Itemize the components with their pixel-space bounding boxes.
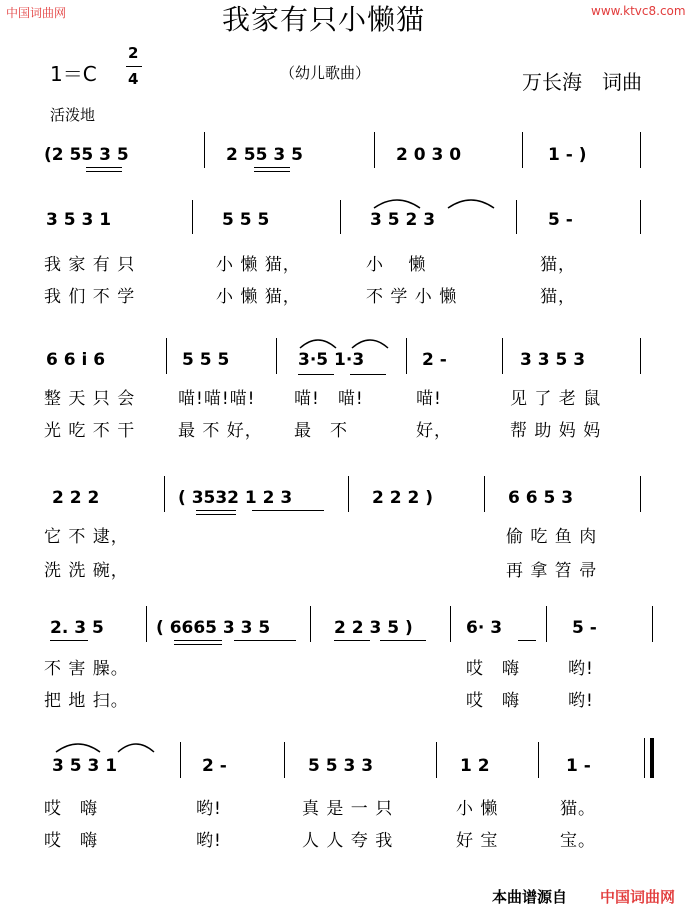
beam-line <box>254 167 290 168</box>
barline <box>310 606 311 642</box>
lyric-2-2-1: 我 们 不 学 <box>44 287 136 307</box>
measure-3-5: 3 3 5 3 <box>520 350 586 370</box>
lyric-2-6-1: 哎 嗨 <box>44 831 98 851</box>
measure-6-2: 2 - <box>202 756 227 776</box>
footer-source-label: 本曲谱源自 <box>492 888 568 906</box>
barline <box>284 742 285 778</box>
measure-5-4: 6· 3 <box>466 618 503 638</box>
lyric-1-6-2: 哟! <box>196 799 222 819</box>
lyric-1-2-4: 猫， <box>540 255 576 275</box>
beam-line <box>50 640 88 641</box>
lyric-1-3-3: 喵! 喵! <box>294 389 364 409</box>
measure-4-2: ( 3532 1 2 3 <box>178 488 293 508</box>
measure-1-2: 2 55 3 5 <box>226 145 303 165</box>
measure-5-1: 2. 3 5 <box>50 618 104 638</box>
lyric-1-6-4: 小 懒 <box>456 799 499 819</box>
beam-line <box>518 640 536 641</box>
time-signature-bar <box>126 66 142 67</box>
measure-1-3: 2 0 3 0 <box>396 145 462 165</box>
barline <box>146 606 147 642</box>
lyric-2-2-3: 不 学 小 懒 <box>366 287 458 307</box>
lyric-1-3-1: 整 天 只 会 <box>44 389 136 409</box>
lyric-2-5-1: 把 地 扫。 <box>44 691 129 711</box>
slur-mark <box>54 740 102 754</box>
measure-1-4: 1 - ) <box>548 145 587 165</box>
beam-line <box>350 374 386 375</box>
measure-3-1: 6 6 i 6 <box>46 350 106 370</box>
beam-line <box>252 510 324 511</box>
measure-3-4: 2 - <box>422 350 447 370</box>
final-barline-thick <box>650 738 654 778</box>
measure-5-2: ( 6665 3 3 5 <box>156 618 271 638</box>
measure-6-4: 1 2 <box>460 756 490 776</box>
measure-4-1: 2 2 2 <box>52 488 100 508</box>
lyric-2-5-5: 哟! <box>568 691 594 711</box>
measure-2-2: 5 5 5 <box>222 210 270 230</box>
lyric-2-3-2: 最 不 好， <box>178 421 263 441</box>
time-signature-bottom: 4 <box>128 70 139 88</box>
subtitle: （幼儿歌曲） <box>280 64 371 82</box>
lyric-2-6-4: 好 宝 <box>456 831 499 851</box>
barline <box>374 132 375 168</box>
measure-3-3: 3·5 1·3 <box>298 350 365 370</box>
barline <box>538 742 539 778</box>
lyric-2-3-4: 好， <box>416 421 452 441</box>
barline <box>516 200 517 234</box>
beam-line <box>86 171 122 172</box>
lyric-1-3-5: 见 了 老 鼠 <box>510 389 602 409</box>
slur-mark <box>350 336 390 350</box>
key-signature: 1＝C <box>50 62 97 86</box>
barline <box>164 476 165 512</box>
beam-line <box>174 640 222 641</box>
lyric-2-3-5: 帮 助 妈 妈 <box>510 421 602 441</box>
beam-line <box>298 374 334 375</box>
lyric-2-6-2: 哟! <box>196 831 222 851</box>
lyric-2-4-1: 洗 洗 碗， <box>44 561 129 581</box>
measure-6-5: 1 - <box>566 756 591 776</box>
beam-line <box>196 514 236 515</box>
beam-line <box>254 171 290 172</box>
measure-4-3: 2 2 2 ) <box>372 488 434 508</box>
lyric-1-6-1: 哎 嗨 <box>44 799 98 819</box>
lyric-2-6-5: 宝。 <box>560 831 596 851</box>
barline <box>640 338 641 374</box>
beam-line <box>86 167 122 168</box>
measure-4-4: 6 6 5 3 <box>508 488 574 508</box>
barline <box>522 132 523 168</box>
lyric-2-2-4: 猫， <box>540 287 576 307</box>
barline <box>166 338 167 374</box>
barline <box>276 338 277 374</box>
watermark-left: 中国词曲网 <box>6 6 67 20</box>
measure-2-4: 5 - <box>548 210 573 230</box>
slur-mark <box>116 740 156 754</box>
barline <box>340 200 341 234</box>
beam-line <box>380 640 426 641</box>
measure-5-5: 5 - <box>572 618 597 638</box>
lyric-2-2-2: 小 懒 猫， <box>216 287 301 307</box>
lyric-2-6-3: 人 人 夸 我 <box>302 831 394 851</box>
time-signature-top: 2 <box>128 44 139 62</box>
lyric-1-3-2: 喵!喵!喵! <box>178 389 256 409</box>
measure-2-1: 3 5 3 1 <box>46 210 112 230</box>
measure-6-1: 3 5 3 1 <box>52 756 118 776</box>
barline <box>180 742 181 778</box>
slur-mark <box>446 196 496 210</box>
watermark-right: www.ktvc8.com <box>591 4 686 18</box>
barline <box>204 132 205 168</box>
lyric-1-2-2: 小 懒 猫， <box>216 255 301 275</box>
lyric-1-4-4: 偷 吃 鱼 肉 <box>506 527 598 547</box>
measure-3-2: 5 5 5 <box>182 350 230 370</box>
lyric-1-2-1: 我 家 有 只 <box>44 255 136 275</box>
barline <box>546 606 547 642</box>
lyric-2-3-1: 光 吃 不 干 <box>44 421 136 441</box>
song-title: 我家有只小懒猫 <box>222 3 426 36</box>
slur-mark <box>298 336 338 350</box>
barline <box>640 132 641 168</box>
barline <box>192 200 193 234</box>
measure-6-3: 5 5 3 3 <box>308 756 374 776</box>
beam-line <box>234 640 296 641</box>
measure-5-3: 2 2 3 5 ) <box>334 618 413 638</box>
barline <box>450 606 451 642</box>
beam-line <box>334 640 370 641</box>
lyric-1-5-4: 哎 嗨 <box>466 659 520 679</box>
measure-2-3: 3 5 2 3 <box>370 210 436 230</box>
barline <box>640 200 641 234</box>
barline <box>484 476 485 512</box>
barline <box>652 606 653 642</box>
lyric-1-5-5: 哟! <box>568 659 594 679</box>
final-barline-thin <box>644 738 645 778</box>
lyric-1-3-4: 喵! <box>416 389 442 409</box>
measure-1-1: (2 55 3 5 <box>44 145 129 165</box>
slur-mark <box>372 196 422 210</box>
barline <box>348 476 349 512</box>
barline <box>406 338 407 374</box>
barline <box>640 476 641 512</box>
tempo-marking: 活泼地 <box>50 106 96 124</box>
lyric-1-2-3: 小 懒 <box>366 255 427 275</box>
lyric-1-4-1: 它 不 逮， <box>44 527 129 547</box>
author-credit: 万长海 词曲 <box>522 70 642 94</box>
lyric-1-6-3: 真 是 一 只 <box>302 799 394 819</box>
beam-line <box>174 644 222 645</box>
barline <box>502 338 503 374</box>
lyric-2-5-4: 哎 嗨 <box>466 691 520 711</box>
footer-brand-link[interactable]: 中国词曲网 <box>600 888 676 906</box>
lyric-1-5-1: 不 害 臊。 <box>44 659 129 679</box>
beam-line <box>196 510 236 511</box>
lyric-2-3-3: 最 不 <box>294 421 348 441</box>
lyric-1-6-5: 猫。 <box>560 799 596 819</box>
barline <box>436 742 437 778</box>
lyric-2-4-4: 再 拿 笤 帚 <box>506 561 598 581</box>
